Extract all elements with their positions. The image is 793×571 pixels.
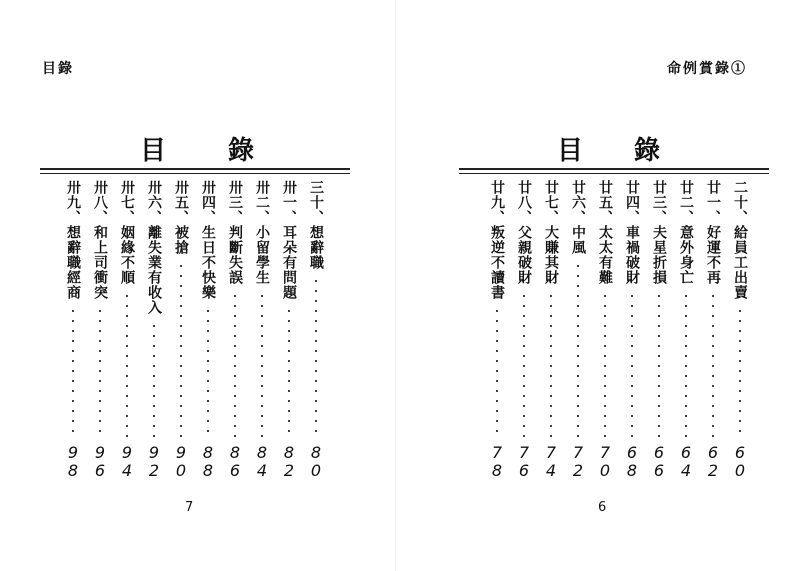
entry-page-number: 80 xyxy=(310,443,322,480)
entry-title: 姻緣不順 xyxy=(119,225,135,285)
toc-entries xyxy=(477,180,752,480)
page-title-char: 目 xyxy=(557,136,584,166)
entry-number: 廿八、 xyxy=(516,180,532,225)
entry-number: 廿四、 xyxy=(624,180,640,225)
entry-page-number: 90 xyxy=(175,443,187,480)
entry-title: 大賺其財 xyxy=(543,225,559,285)
page-folio: 7 xyxy=(185,500,194,515)
entry-page-number: 98 xyxy=(67,443,79,480)
page-title-char: 目 xyxy=(140,136,167,166)
toc-entry[interactable] xyxy=(701,180,725,480)
running-head: 目錄 xyxy=(42,61,74,77)
entry-title: 小留學生 xyxy=(254,225,270,285)
entry-page-number: 84 xyxy=(256,443,268,480)
toc-entry[interactable] xyxy=(647,180,671,480)
toc-entry[interactable] xyxy=(169,180,193,480)
entry-title: 給員工出賣 xyxy=(732,225,748,300)
toc-entry[interactable] xyxy=(142,180,166,480)
toc-entries xyxy=(58,180,328,480)
entry-page-number: 86 xyxy=(229,443,241,480)
entry-number: 三十、 xyxy=(308,180,324,225)
entry-number: 廿二、 xyxy=(678,180,694,225)
entry-number: 廿五、 xyxy=(597,180,613,225)
toc-entry[interactable] xyxy=(88,180,112,480)
entry-number: 卅三、 xyxy=(227,180,243,225)
toc-entry[interactable] xyxy=(304,180,328,480)
entry-page-number: 94 xyxy=(121,443,133,480)
entry-title: 太太有難 xyxy=(597,225,613,285)
leader-dots xyxy=(739,306,741,438)
leader-dots xyxy=(261,291,263,438)
entry-page-number: 72 xyxy=(572,443,584,480)
leader-dots xyxy=(496,306,498,438)
entry-title: 好運不再 xyxy=(705,225,721,285)
toc-entry[interactable] xyxy=(223,180,247,480)
leader-dots xyxy=(577,261,579,438)
entry-page-number: 70 xyxy=(599,443,611,480)
entry-page-number: 78 xyxy=(491,443,503,480)
entry-number: 卅九、 xyxy=(65,180,81,225)
entry-title: 意外身亡 xyxy=(678,225,694,285)
toc-entry[interactable] xyxy=(485,180,509,480)
title-rule xyxy=(459,173,769,174)
entry-number: 二十、 xyxy=(732,180,748,225)
entry-number: 廿六、 xyxy=(570,180,586,225)
leader-dots xyxy=(604,291,606,438)
toc-entry[interactable] xyxy=(620,180,644,480)
leader-dots xyxy=(153,321,155,438)
title-rule xyxy=(40,173,350,174)
entry-title: 離失業有收入 xyxy=(146,225,162,315)
leader-dots xyxy=(315,276,317,438)
entry-title: 想辭職 xyxy=(308,225,324,270)
leader-dots xyxy=(685,291,687,438)
toc-entry[interactable] xyxy=(277,180,301,480)
toc-entry[interactable] xyxy=(512,180,536,480)
toc-entry[interactable] xyxy=(674,180,698,480)
entry-number: 卅四、 xyxy=(200,180,216,225)
toc-entry[interactable] xyxy=(728,180,752,480)
entry-number: 卅二、 xyxy=(254,180,270,225)
entry-page-number: 88 xyxy=(202,443,214,480)
entry-page-number: 96 xyxy=(94,443,106,480)
entry-number: 廿一、 xyxy=(705,180,721,225)
leader-dots xyxy=(631,291,633,438)
entry-page-number: 66 xyxy=(653,443,665,480)
leader-dots xyxy=(180,261,182,438)
leader-dots xyxy=(99,306,101,438)
leader-dots xyxy=(550,291,552,438)
entry-page-number: 82 xyxy=(283,443,295,480)
leader-dots xyxy=(207,306,209,438)
leader-dots xyxy=(658,291,660,438)
toc-entry[interactable] xyxy=(250,180,274,480)
entry-number: 卅五、 xyxy=(173,180,189,225)
entry-page-number: 62 xyxy=(707,443,719,480)
entry-number: 卅一、 xyxy=(281,180,297,225)
toc-entry[interactable] xyxy=(115,180,139,480)
entry-number: 卅六、 xyxy=(146,180,162,225)
entry-title: 叛逆不讀書 xyxy=(489,225,505,300)
toc-entry[interactable] xyxy=(539,180,563,480)
entry-number: 卅七、 xyxy=(119,180,135,225)
leader-dots xyxy=(234,291,236,438)
running-head: 命例賞錄① xyxy=(667,61,747,77)
leader-dots xyxy=(523,291,525,438)
entry-page-number: 92 xyxy=(148,443,160,480)
entry-number: 廿三、 xyxy=(651,180,667,225)
entry-title: 判斷失誤 xyxy=(227,225,243,285)
entry-title: 想辭職經商 xyxy=(65,225,81,300)
leader-dots xyxy=(288,306,290,438)
entry-number: 卅八、 xyxy=(92,180,108,225)
entry-number: 廿九、 xyxy=(489,180,505,225)
title-rule xyxy=(459,168,769,170)
entry-number: 廿七、 xyxy=(543,180,559,225)
toc-entry[interactable] xyxy=(196,180,220,480)
leader-dots xyxy=(72,306,74,438)
entry-title: 被搶 xyxy=(173,225,189,255)
page-title-char: 錄 xyxy=(634,136,661,166)
page-folio: 6 xyxy=(598,500,607,515)
entry-page-number: 76 xyxy=(518,443,530,480)
entry-title: 耳朵有問題 xyxy=(281,225,297,300)
left-page xyxy=(0,0,396,571)
entry-title: 夫星折損 xyxy=(651,225,667,285)
toc-entry[interactable] xyxy=(61,180,85,480)
toc-entry[interactable] xyxy=(593,180,617,480)
entry-title: 和上司衝突 xyxy=(92,225,108,300)
entry-title: 中風 xyxy=(570,225,586,255)
leader-dots xyxy=(126,291,128,438)
entry-page-number: 60 xyxy=(734,443,746,480)
entry-title: 車禍破財 xyxy=(624,225,640,285)
entry-page-number: 74 xyxy=(545,443,557,480)
title-rule xyxy=(40,168,350,170)
entry-title: 父親破財 xyxy=(516,225,532,285)
toc-entry[interactable] xyxy=(566,180,590,480)
entry-page-number: 68 xyxy=(626,443,638,480)
entry-title: 生日不快樂 xyxy=(200,225,216,300)
page-title-char: 錄 xyxy=(228,136,255,166)
leader-dots xyxy=(712,291,714,438)
right-page xyxy=(397,0,793,571)
entry-page-number: 64 xyxy=(680,443,692,480)
